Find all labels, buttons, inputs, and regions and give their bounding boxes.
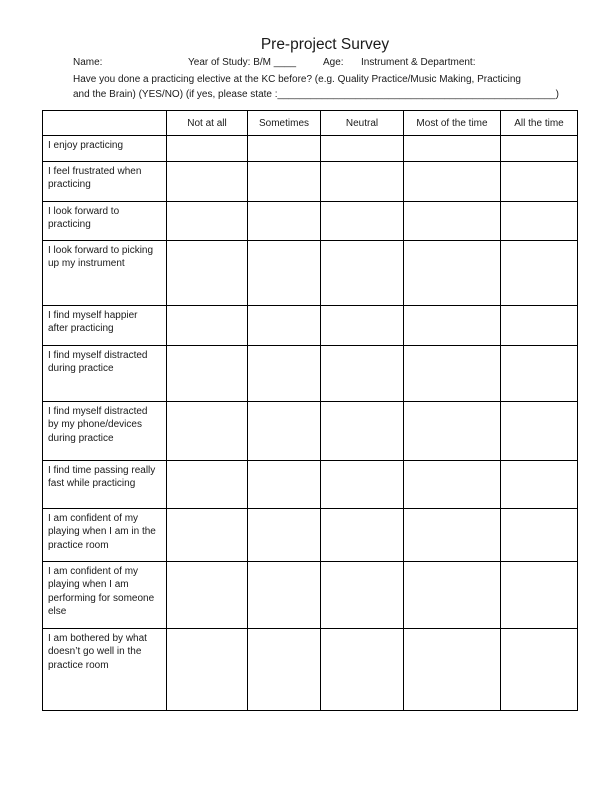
answer-cell [501, 162, 578, 202]
elective-question-line-1: Have you done a practicing elective at the KC before? (e.g. Quality Practice/Music Making, Practicing [73, 74, 521, 85]
survey-row [43, 562, 578, 629]
question-cell: I enjoy practicing [43, 136, 167, 162]
answer-cell [404, 509, 501, 562]
survey-row [43, 241, 578, 306]
answer-cell [321, 402, 404, 461]
answer-cell [167, 136, 248, 162]
answer-cell [501, 461, 578, 509]
answer-cell [167, 202, 248, 241]
question-cell: I find myself distracted during practice [43, 346, 167, 402]
question-cell: I am confident of my playing when I am performing for someone else [43, 562, 167, 629]
survey-row [43, 136, 578, 162]
question-cell: I feel frustrated when practicing [43, 162, 167, 202]
elective-question-line-2: and the Brain) (YES/NO) (if yes, please state :__________________________________________________) [73, 89, 559, 100]
likert-survey-table [42, 110, 578, 711]
question-cell: I am bothered by what doesn’t go well in the practice room [43, 629, 167, 711]
answer-cell [404, 202, 501, 241]
answer-cell [248, 202, 321, 241]
survey-table-body [43, 136, 578, 711]
answer-cell [167, 629, 248, 711]
header-sometimes: Sometimes [248, 111, 321, 136]
year-of-study-field-label: Year of Study: B/M ____ [188, 57, 297, 68]
answer-cell [167, 162, 248, 202]
survey-row [43, 346, 578, 402]
survey-row [43, 162, 578, 202]
header-all-the-time: All the time [501, 111, 578, 136]
answer-cell [501, 402, 578, 461]
answer-cell [404, 629, 501, 711]
answer-cell [248, 629, 321, 711]
answer-cell [321, 562, 404, 629]
answer-cell [321, 509, 404, 562]
answer-cell [404, 162, 501, 202]
answer-cell [501, 562, 578, 629]
answer-cell [167, 461, 248, 509]
question-cell: I am confident of my playing when I am in the practice room [43, 509, 167, 562]
table-header-row [43, 111, 578, 136]
question-cell: I find myself happier after practicing [43, 306, 167, 346]
answer-cell [501, 241, 578, 306]
header-most-of-the-time: Most of the time [404, 111, 501, 136]
survey-row [43, 509, 578, 562]
age-field-label: Age: [323, 57, 344, 68]
page-title: Pre-project Survey [260, 36, 390, 53]
survey-row [43, 202, 578, 241]
survey-row [43, 629, 578, 711]
answer-cell [404, 241, 501, 306]
answer-cell [167, 402, 248, 461]
answer-cell [167, 241, 248, 306]
answer-cell [248, 162, 321, 202]
answer-cell [501, 346, 578, 402]
answer-cell [248, 402, 321, 461]
answer-cell [321, 346, 404, 402]
answer-cell [321, 461, 404, 509]
answer-cell [501, 306, 578, 346]
answer-cell [404, 306, 501, 346]
answer-cell [167, 562, 248, 629]
answer-cell [501, 629, 578, 711]
answer-cell [248, 241, 321, 306]
answer-cell [321, 241, 404, 306]
answer-cell [501, 202, 578, 241]
answer-cell [321, 162, 404, 202]
survey-row [43, 461, 578, 509]
respondent-fields-line [0, 56, 612, 69]
answer-cell [321, 202, 404, 241]
answer-cell [167, 346, 248, 402]
answer-cell [321, 306, 404, 346]
answer-cell [248, 509, 321, 562]
elective-question-paragraph [73, 72, 593, 102]
answer-cell [248, 306, 321, 346]
answer-cell [248, 461, 321, 509]
answer-cell [321, 136, 404, 162]
answer-cell [404, 346, 501, 402]
empty-header-cell [43, 111, 167, 136]
answer-cell [404, 562, 501, 629]
name-field-label: Name: [73, 57, 103, 68]
header-neutral: Neutral [321, 111, 404, 136]
question-cell: I find myself distracted by my phone/devices during practice [43, 402, 167, 461]
answer-cell [404, 402, 501, 461]
question-cell: I look forward to practicing [43, 202, 167, 241]
header-not-at-all: Not at all [167, 111, 248, 136]
answer-cell [501, 136, 578, 162]
answer-cell [248, 136, 321, 162]
answer-cell [321, 629, 404, 711]
answer-cell [501, 509, 578, 562]
survey-row [43, 402, 578, 461]
answer-cell [248, 346, 321, 402]
answer-cell [404, 461, 501, 509]
survey-row [43, 306, 578, 346]
answer-cell [167, 306, 248, 346]
answer-cell [248, 562, 321, 629]
instrument-department-field-label: Instrument & Department: [361, 57, 476, 68]
question-cell: I look forward to picking up my instrument [43, 241, 167, 306]
answer-cell [404, 136, 501, 162]
answer-cell [167, 509, 248, 562]
question-cell: I find time passing really fast while practicing [43, 461, 167, 509]
